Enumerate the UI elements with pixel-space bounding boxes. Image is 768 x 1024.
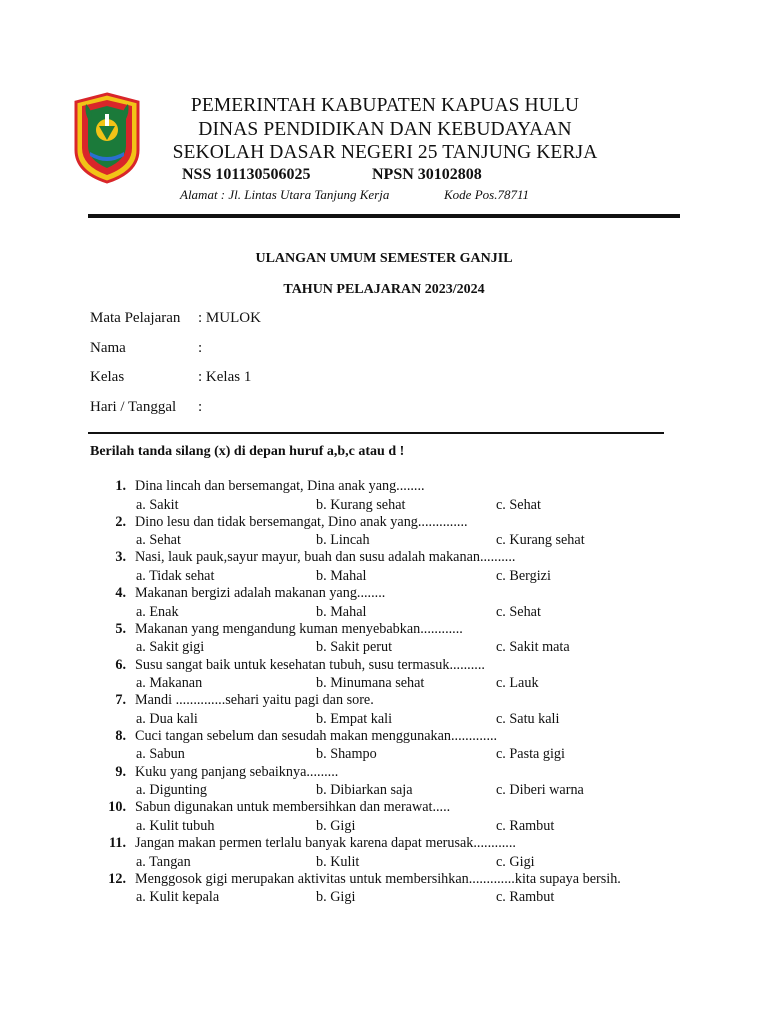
question-number: 12. [108, 870, 126, 887]
question-text: Menggosok gigi merupakan aktivitas untuk membersihkan.............kita supaya bersih. [135, 870, 621, 887]
school-address: Alamat : Jl. Lintas Utara Tanjung Kerja [180, 187, 390, 202]
info-row-name [90, 340, 202, 357]
answer-option[interactable]: b. Shampo [316, 746, 377, 763]
question-text: Sabun digunakan untuk membersihkan dan merawat..... [135, 799, 451, 816]
question-number: 1. [115, 478, 126, 494]
answer-option[interactable]: a. Tidak sehat [136, 567, 215, 584]
question-text: Nasi, lauk pauk,sayur mayur, buah dan susu adalah makanan.......... [135, 549, 516, 566]
answer-option[interactable]: a. Enak [136, 603, 179, 620]
answer-option[interactable]: b. Mahal [316, 603, 367, 620]
info-label: Nama [90, 340, 126, 356]
answer-option[interactable]: c. Diberi warna [496, 782, 584, 799]
answer-option[interactable]: c. Satu kali [496, 710, 560, 727]
answer-option[interactable]: a. Makanan [136, 675, 203, 691]
question-number: 2. [115, 513, 126, 530]
question-number: 3. [115, 549, 126, 566]
info-row-subject [90, 310, 261, 327]
letterhead-government: PEMERINTAH KABUPATEN KAPUAS HULU [190, 95, 580, 116]
answer-option[interactable]: a. Digunting [136, 782, 207, 799]
answer-option[interactable]: a. Dua kali [136, 710, 198, 727]
question-text: Dina lincah dan bersemangat, Dina anak yang........ [135, 478, 425, 494]
info-value: : MULOK [198, 310, 261, 326]
answer-option[interactable]: b. Mahal [316, 567, 367, 584]
header-divider [88, 214, 680, 218]
answer-option[interactable]: c. Bergizi [496, 567, 551, 584]
info-value: : Kelas 1 [198, 369, 252, 385]
school-nss: NSS 101130506025 [182, 166, 311, 183]
info-row-class [90, 369, 251, 386]
answer-option[interactable]: c. Sakit mata [496, 639, 570, 656]
instruction-text: Berilah tanda silang (x) di depan huruf a,b,c atau d ! [90, 444, 405, 459]
question-text: Makanan yang mengandung kuman menyebabkan............ [135, 620, 463, 637]
question-number: 7. [115, 692, 126, 709]
answer-option[interactable]: c. Kurang sehat [496, 532, 585, 549]
school-postal-code: Kode Pos.78711 [444, 187, 529, 202]
answer-option[interactable]: a. Tangan [136, 853, 191, 870]
answer-option[interactable]: a. Sabun [136, 746, 185, 763]
info-label: Mata Pelajaran [90, 310, 181, 326]
question-text: Kuku yang panjang sebaiknya......... [135, 763, 339, 780]
info-label: Hari / Tanggal [90, 399, 177, 415]
letterhead [140, 94, 630, 165]
question-number: 9. [115, 763, 126, 780]
answer-option[interactable]: b. Kulit [316, 853, 360, 870]
answer-option[interactable]: a. Sakit gigi [136, 639, 205, 656]
question-number: 11. [109, 835, 126, 851]
answer-option[interactable]: c. Gigi [496, 853, 535, 870]
question-number: 5. [115, 620, 126, 637]
info-row-date [90, 399, 202, 416]
question-number: 10. [108, 799, 126, 816]
answer-option[interactable]: b. Gigi [316, 889, 356, 906]
letterhead-school: SEKOLAH DASAR NEGERI 25 TANJUNG KERJA [172, 142, 598, 163]
answer-option[interactable]: c. Rambut [496, 889, 555, 906]
exam-title: ULANGAN UMUM SEMESTER GANJIL [255, 251, 513, 266]
answer-option[interactable]: a. Sehat [136, 532, 181, 549]
letterhead-department: DINAS PENDIDIKAN DAN KEBUDAYAAN [198, 118, 572, 140]
answer-option[interactable]: a. Kulit kepala [136, 889, 220, 906]
question-text: Susu sangat baik untuk kesehatan tubuh, susu termasuk.......... [135, 656, 485, 673]
answer-option[interactable]: c. Sehat [496, 603, 541, 620]
question-text: Cuci tangan sebelum dan sesudah makan menggunakan............. [135, 727, 498, 744]
info-label: Kelas [90, 369, 125, 385]
info-value: : [198, 340, 203, 356]
question-text: Mandi ..............sehari yaitu pagi dan sore. [135, 692, 374, 709]
regency-emblem-icon [72, 92, 142, 184]
answer-option[interactable]: b. Sakit perut [316, 639, 393, 656]
answer-option[interactable]: b. Gigi [316, 817, 356, 834]
answer-option[interactable]: b. Empat kali [316, 710, 393, 727]
info-value: : [198, 399, 203, 415]
question-number: 4. [115, 585, 126, 602]
question-number: 6. [115, 656, 126, 673]
answer-option[interactable]: b. Kurang sehat [316, 496, 406, 513]
answer-option[interactable]: b. Dibiarkan saja [316, 782, 413, 799]
question-text: Makanan bergizi adalah makanan yang........ [135, 585, 386, 602]
answer-option[interactable]: c. Lauk [496, 675, 539, 691]
question-text: Dino lesu dan tidak bersemangat, Dino anak yang.............. [135, 513, 468, 530]
exam-year: TAHUN PELAJARAN 2023/2024 [283, 282, 485, 297]
answer-option[interactable]: a. Kulit tubuh [136, 817, 215, 834]
question-text: Jangan makan permen terlalu banyak karena dapat merusak............ [135, 835, 516, 851]
answer-option[interactable]: c. Sehat [496, 496, 541, 513]
answer-option[interactable]: b. Lincah [316, 532, 370, 549]
question-number: 8. [115, 727, 126, 744]
answer-option[interactable]: c. Rambut [496, 817, 555, 834]
answer-option[interactable]: a. Sakit [136, 496, 179, 513]
school-npsn: NPSN 30102808 [372, 166, 482, 183]
answer-option[interactable]: b. Minumana sehat [316, 675, 425, 691]
answer-option[interactable]: c. Pasta gigi [496, 746, 565, 763]
info-divider [88, 432, 664, 434]
